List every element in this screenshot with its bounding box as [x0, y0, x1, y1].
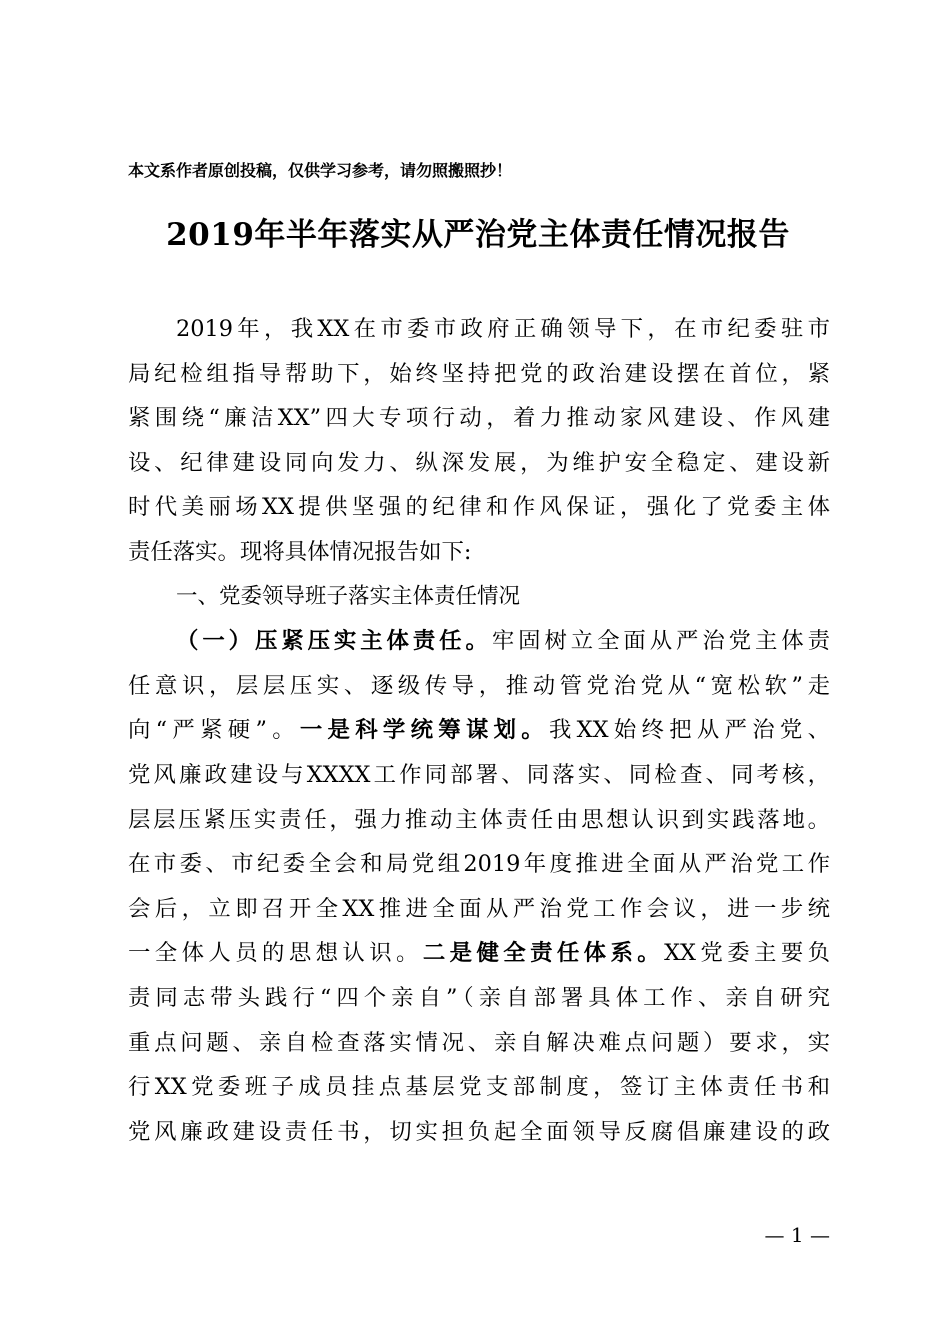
body-line: 时代美丽场XX提供坚强的纪律和作风保证，强化了党委主体: [128, 494, 830, 521]
body-line: 2019年，我XX在市委市政府正确领导下，在市纪委驻市: [176, 316, 830, 342]
body-line: 责任落实。现将具体情况报告如下:: [128, 538, 472, 565]
subsection-heading: （一）压紧压实主体责任。: [176, 628, 492, 655]
body-line: 党风廉政建设责任书，切实担负起全面领导反腐倡廉建设的政: [128, 1118, 830, 1145]
body-line: 在市委、市纪委全会和局党组2019年度推进全面从严治党工作: [128, 851, 830, 878]
body-line: [128, 619, 830, 664]
body-text-span: 我XX始终把从严治党、: [549, 717, 830, 744]
body-text-span: 向“严紧硬”。: [128, 717, 300, 744]
body-line: 党风廉政建设与XXXX工作同部署、同落实、同检查、同考核，: [128, 761, 830, 788]
body-line: [128, 931, 830, 976]
body-line: 重点问题、亲自检查落实情况、亲自解决难点问题）要求，实: [128, 1029, 830, 1056]
body-line: [128, 708, 830, 753]
body-line: 会后，立即召开全XX推进全面从严治党工作会议，进一步统: [128, 895, 830, 922]
page-title: 2019年半年落实从严治党主体责任情况报告: [166, 217, 790, 253]
section-heading: 一、党委领导班子落实主体责任情况: [176, 583, 521, 609]
body-text-span: 牢固树立全面从严治党主体责: [491, 628, 831, 655]
point-heading: 一是科学统筹谋划。: [299, 717, 549, 744]
body-line: 局纪检组指导帮助下，始终坚持把党的政治建设摆在首位，紧: [128, 360, 830, 387]
body-line: 层层压紧压实责任，强力推动主体责任由思想认识到实践落地。: [128, 806, 830, 833]
copyright-notice: 本文系作者原创投稿，仅供学习参考，请勿照搬照抄！: [128, 161, 513, 180]
body-line: 紧围绕“廉洁XX”四大专项行动，着力推动家风建设、作风建: [128, 405, 830, 432]
body-line: 责同志带头践行“四个亲自”（亲自部署具体工作、亲自研究: [128, 984, 830, 1011]
body-line: 行XX党委班子成员挂点基层党支部制度，签订主体责任书和: [128, 1074, 830, 1101]
body-text-span: 一全体人员的思想认识。: [128, 940, 423, 967]
document-body: [128, 307, 830, 1154]
body-text-span: XX党委主要负: [664, 940, 831, 967]
page-number: — 1 —: [764, 1223, 830, 1247]
body-line: 任意识，层层压实、逐级传导，推动管党治党从“宽松软”走: [128, 672, 830, 699]
body-line: 设、纪律建设同向发力、纵深发展，为维护安全稳定、建设新: [128, 449, 830, 476]
point-heading: 二是健全责任体系。: [422, 940, 665, 967]
